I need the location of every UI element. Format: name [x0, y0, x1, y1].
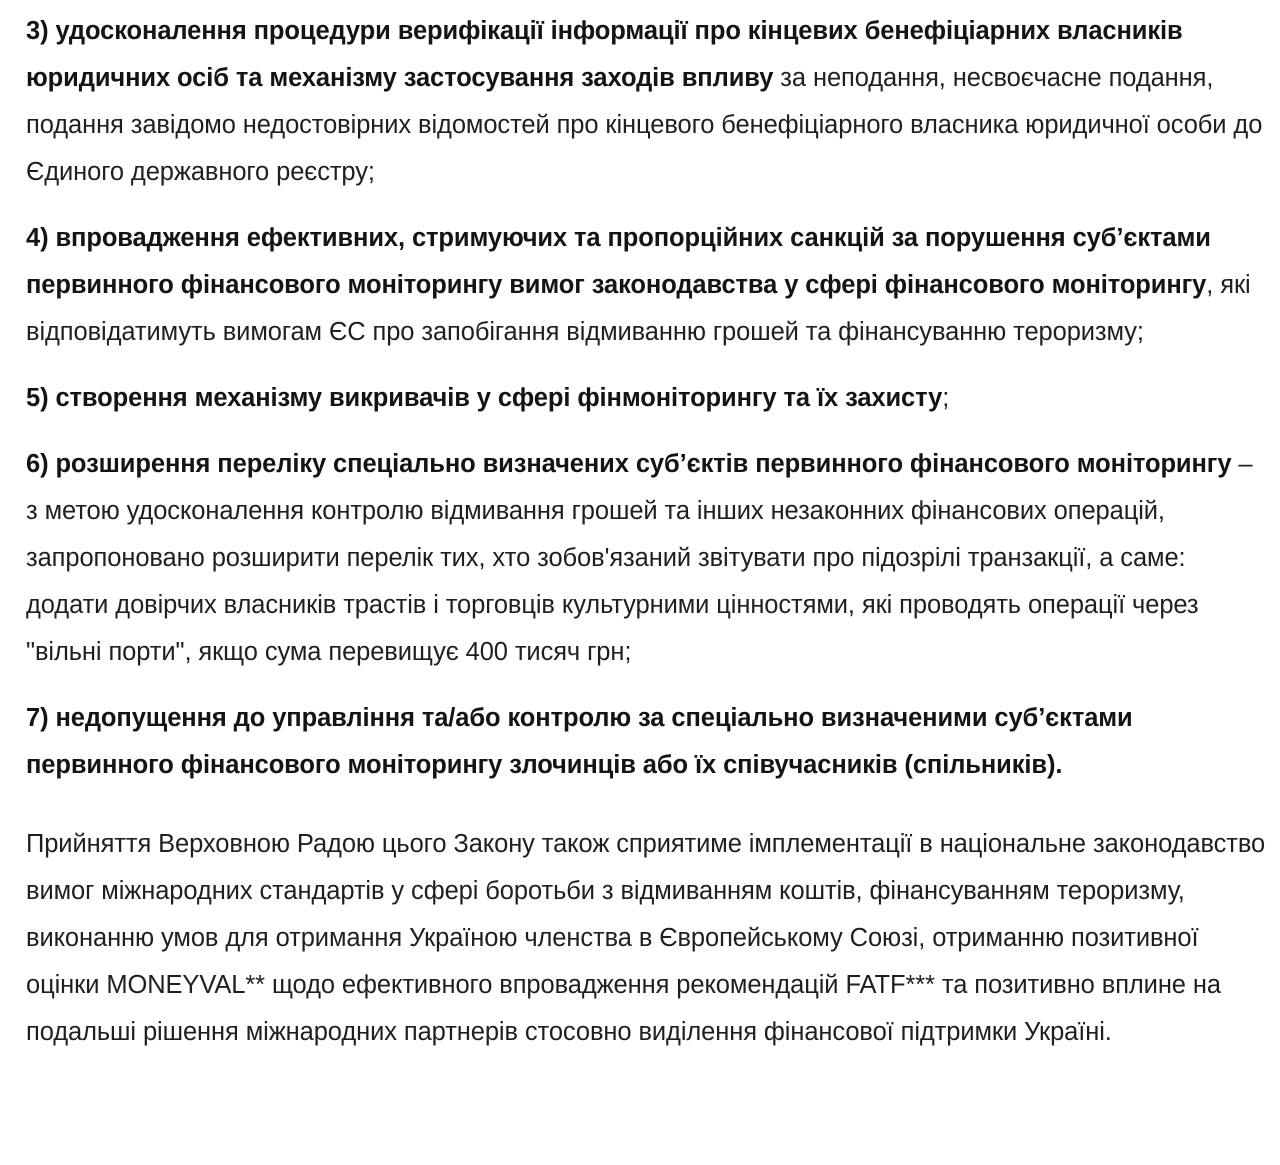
item-5-text: ;: [942, 384, 950, 412]
list-item-4: [26, 215, 1270, 356]
closing-paragraph: Прийняття Верховною Радою цього Закону також сприятиме імплементації в національне законодавство вимог міжнародних стандартів у сфері боротьби з відмиванням коштів, фінансуванням тероризму, виконанню умов для отримання Україною членства в Європейському Союзі, отриманню позитивної оцінки MONEYVAL** щодо ефективного впровадження рекомендацій FATF*** та позитивно вплине на подальші рішення міжнародних партнерів стосовно виділення фінансової підтримки Україні.: [26, 830, 1266, 1046]
item-5-heading: 5) створення механізму викривачів у сфері фінмоніторингу та їх захисту: [26, 384, 943, 412]
item-6-text: – з метою удосконалення контролю відмивання грошей та інших незаконних фінансових операцій, запропоновано розширити перелік тих, хто зобов'язаний звітувати про підозрілі транзакції, а саме: додати довірчих власників трастів і торговців культурними цінностями, які проводять операції через "вільні порти", якщо сума перевищує 400 тисяч грн;: [26, 450, 1253, 666]
item-7-heading: 7) недопущення до управління та/або контролю за спеціально визначеними суб’єктами первинного фінансового моніторингу злочинців або їх співучасників (спільників).: [26, 704, 1133, 779]
item-4-text: , які відповідатимуть вимогам ЄС про запобігання відмиванню грошей та фінансуванню тероризму;: [26, 271, 1251, 346]
list-item-5: [26, 375, 1270, 422]
item-4-heading: 4) впровадження ефективних, стримуючих та пропорційних санкцій за порушення суб’єктами первинного фінансового моніторингу вимог законодавства у сфері фінансового моніторингу: [26, 224, 1211, 299]
list-item-3: [26, 8, 1270, 196]
item-3-heading: 3) удосконалення процедури верифікації інформації про кінцевих бенефіціарних власників юридичних осіб та механізму застосування заходів впливу: [26, 17, 1183, 92]
item-6-heading: 6) розширення переліку спеціально визначених суб’єктів первинного фінансового моніторингу: [26, 450, 1232, 478]
list-item-6: [26, 441, 1270, 676]
list-item-7: [26, 695, 1270, 789]
item-3-text: за неподання, несвоєчасне подання, подання завідомо недостовірних відомостей про кінцевого бенефіціарного власника юридичної особи до Єдиного державного реєстру;: [26, 64, 1263, 186]
